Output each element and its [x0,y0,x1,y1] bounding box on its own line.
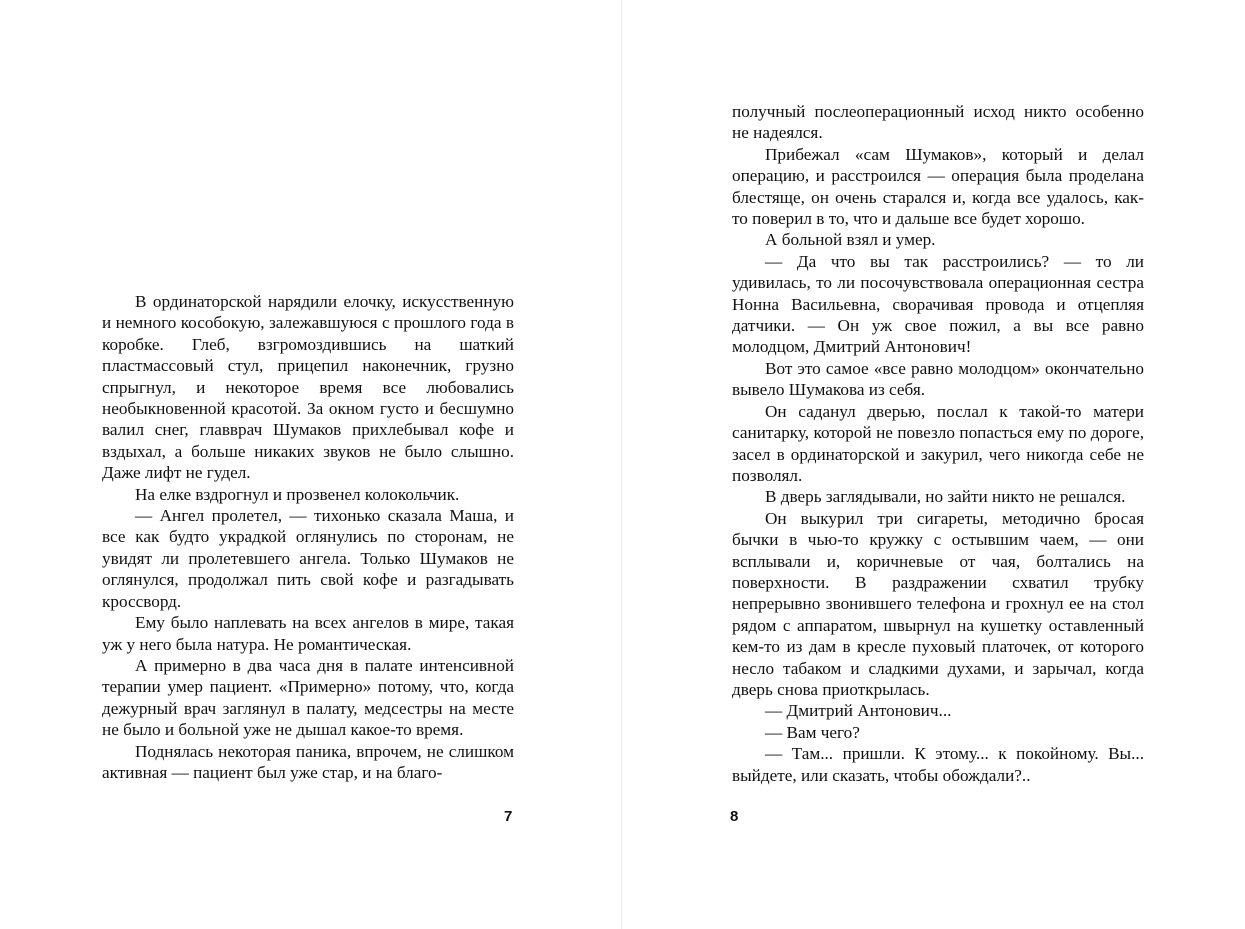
right-page [622,0,1245,929]
paragraph: — Вам чего? [765,722,860,742]
paragraph: Прибежал «сам Шумаков», который и делал операцию, и расстроился — операция была проделана блестяще, он очень старался и, когда все удалось, как-то поверил в то, что и дальше все будет хорошо. [732,144,1144,229]
paragraph: — Там... пришли. К этому... к покойному. Вы... выйдете, или сказать, чтобы обождали?.. [732,744,1144,785]
paragraph: Он саданул дверью, послал к такой-то матери санитарку, которой не повезло попасться ему по дороге, засел в ординаторской и закурил, чего никогда себе не позволял. [732,401,1144,485]
page-number: 8 [730,808,739,825]
paragraph: А больной взял и умер. [765,230,936,250]
page-number: 7 [504,808,513,825]
paragraph: Ему было наплевать на всех ангелов в мире, такая уж у него была натура. Не романтическая. [102,613,514,654]
paragraph: Вот это самое «все равно молодцом» окончательно вывело Шумакова из себя. [732,358,1144,400]
paragraph: В дверь заглядывали, но зайти никто не решался. [765,487,1126,507]
paragraph: А примерно в два часа дня в палате интенсивной терапии умер пациент. «Примерно» потому, что, когда дежурный врач заглянул в палату, медсестры на месте не было и больной уже не дышал какое-то время. [102,655,514,740]
paragraph-continuation: получный послеоперационный исход никто особенно не надеялся. [732,102,1144,143]
paragraph: — Ангел пролетел, — тихонько сказала Маша, и все как будто украдкой оглянулись по сторонам, не увидят ли пролетевшего ангела. Только Шумаков не оглянулся, продолжал пить свой кофе и разгадывать кроссворд. [102,506,514,611]
paragraph: Поднялась некоторая паника, впрочем, не слишком активная — пациент был уже стар, и на благо- [102,741,514,782]
paragraph: На елке вздрогнул и прозвенел колокольчик. [135,484,460,504]
paragraph: Он выкурил три сигареты, методично бросая бычки в чью-то кружку с остывшим чаем, — они всплывали и, коричневые от чая, болтались на поверхности. В раздражении схватил трубку непрерывно звонившего телефона и грохнул ее на стол рядом с аппаратом, швырнул на кушетку оставленный кем-то из дам в кресле пуховый платочек, от которого несло табаком и сладкими духами, и зарычал, когда дверь снова приоткрылась. [732,508,1144,699]
paragraph: В ординаторской нарядили елочку, искусственную и немного кособокую, залежавшуюся с прошлого года в коробке. Глеб, взгромоздившись на шаткий пластмассовый стул, прицепил наконечник, грузно спрыгнул, и некоторое время все любовались необыкновенной красотой. За окном густо и бесшумно валил снег, главврач Шумаков прихлебывал кофе и вздыхал, а больше никаких звуков не было слышно. Даже лифт не гудел. [102,292,514,483]
paragraph: — Да что вы так расстроились? — то ли удивилась, то ли посочувствовала операционная сестра Нонна Васильевна, сворачивая провода и отцепляя датчики. — Он уж свое пожил, а вы все равно молодцом, Дмитрий Антонович! [732,251,1144,357]
right-page-text [732,101,1144,786]
left-page-text [102,291,514,783]
left-page [0,0,621,929]
paragraph: — Дмитрий Антонович... [765,701,952,721]
